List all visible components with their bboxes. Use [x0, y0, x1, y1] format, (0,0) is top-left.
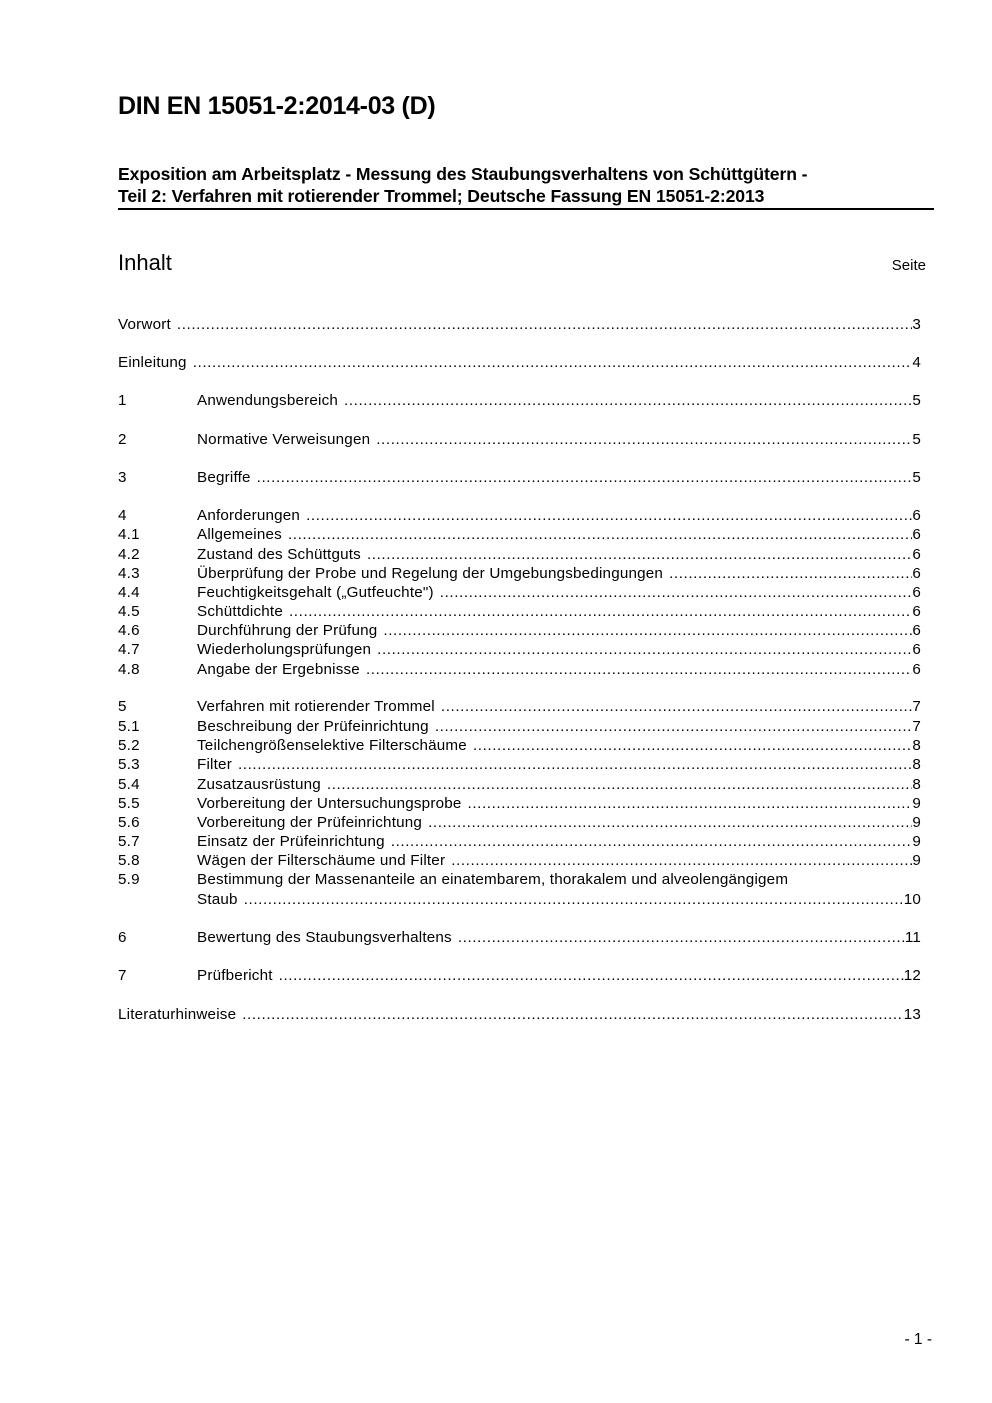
- toc-entry-number: 5.8: [118, 852, 140, 869]
- toc-entry-line: [197, 621, 921, 641]
- toc-entry-page: 5: [912, 392, 921, 409]
- toc-entry[interactable]: [118, 430, 921, 450]
- toc-entry-title: Beschreibung der Prüfeinrichtung: [197, 718, 429, 735]
- toc-entry-number: 5.6: [118, 814, 140, 831]
- toc-entry-page: 8: [912, 756, 921, 773]
- toc-dot-leader: [669, 564, 912, 584]
- toc-entry-line: [197, 391, 921, 411]
- toc-dot-leader: [306, 506, 912, 526]
- toc-entry-number: 4.2: [118, 546, 140, 563]
- toc-entry-line: [197, 660, 921, 680]
- toc-entry-line: [197, 928, 921, 948]
- toc-entry-page: 7: [912, 718, 921, 735]
- toc-entry-page: 5: [912, 469, 921, 486]
- toc-entry-page: 6: [912, 526, 921, 543]
- toc-entry-title: Überprüfung der Probe und Regelung der Umgebungsbedingungen: [197, 565, 664, 582]
- toc-entry-page: 10: [903, 891, 921, 908]
- toc-entry-title: Vorwort: [118, 316, 171, 333]
- toc-entry-line: [197, 640, 921, 660]
- toc-entry-title: Zusatzausrüstung: [197, 776, 321, 793]
- toc-entry[interactable]: [118, 602, 921, 622]
- toc-entry[interactable]: [118, 928, 921, 948]
- toc-entry-line: [197, 832, 921, 852]
- toc-entry[interactable]: [118, 1005, 921, 1025]
- toc-entry-line: [197, 697, 921, 717]
- toc-entry[interactable]: [118, 545, 921, 565]
- toc-entry-page: 8: [912, 776, 921, 793]
- toc-entry-number: 1: [118, 392, 127, 409]
- toc-entry[interactable]: [118, 966, 921, 986]
- toc-entry-line: [197, 870, 921, 890]
- toc-entry-number: 4.6: [118, 622, 140, 639]
- footer-page-number: - 1 -: [904, 1331, 932, 1348]
- toc-dot-leader: [193, 353, 913, 373]
- toc-dot-leader: [473, 736, 912, 756]
- toc-entry-page: 11: [904, 929, 921, 946]
- toc-entry-line: [197, 583, 921, 603]
- toc-entry[interactable]: [118, 736, 921, 756]
- toc-entry-title: Allgemeines: [197, 526, 282, 543]
- toc-entry-page: 6: [912, 546, 921, 563]
- toc-entry[interactable]: [118, 468, 921, 488]
- toc-entry-title: Bewertung des Staubungsverhaltens: [197, 929, 452, 946]
- toc-entry-line: [197, 966, 921, 986]
- toc-entry-line: [197, 602, 921, 622]
- toc-entry-page: 6: [912, 641, 921, 658]
- toc-entry-number: 5.2: [118, 737, 140, 754]
- toc-entry[interactable]: [118, 315, 921, 335]
- toc-entry[interactable]: [118, 717, 921, 737]
- toc-entry-line: [197, 890, 921, 910]
- toc-entry-line: [197, 794, 921, 814]
- toc-entry-line: [118, 353, 921, 373]
- toc-entry-number: 5.3: [118, 756, 140, 773]
- subtitle-line-1: Exposition am Arbeitsplatz - Messung des Staubungsverhaltens von Schüttgütern -: [118, 164, 808, 184]
- toc-dot-leader: [279, 966, 904, 986]
- toc-entry-page: 6: [912, 584, 921, 601]
- toc-dot-leader: [366, 660, 912, 680]
- toc-entry-page: 9: [912, 852, 921, 869]
- toc-dot-leader: [376, 430, 912, 450]
- toc-entry[interactable]: [118, 640, 921, 660]
- toc-entry-title: Einleitung: [118, 354, 187, 371]
- toc-dot-leader: [244, 890, 904, 910]
- toc-entry-number: 2: [118, 431, 127, 448]
- toc-entry[interactable]: [118, 813, 921, 833]
- toc-entry-title: Angabe der Ergebnisse: [197, 661, 360, 678]
- toc-entry-line: [197, 430, 921, 450]
- toc-entry-page: 6: [912, 661, 921, 678]
- toc-entry[interactable]: [118, 525, 921, 545]
- toc-dot-leader: [242, 1005, 903, 1025]
- toc-entry-page: 5: [912, 431, 921, 448]
- toc-entry-title: Feuchtigkeitsgehalt („Gutfeuchte"): [197, 584, 434, 601]
- subtitle-line-2: Teil 2: Verfahren mit rotierender Trommel; Deutsche Fassung EN 15051-2:2013: [118, 186, 765, 206]
- toc-entry-page: 9: [912, 833, 921, 850]
- toc-entry-title: Schüttdichte: [197, 603, 283, 620]
- document-subtitle: [118, 163, 934, 210]
- toc-entry-title: Teilchengrößenselektive Filterschäume: [197, 737, 467, 754]
- toc-entry-number: 5.4: [118, 776, 140, 793]
- toc-entry-number: 4.8: [118, 661, 140, 678]
- toc-dot-leader: [367, 545, 912, 565]
- toc-entry-page: 13: [903, 1006, 921, 1023]
- toc-entry-number: 5.9: [118, 871, 140, 888]
- toc-entry[interactable]: [118, 583, 921, 603]
- toc-entry-page: 6: [912, 507, 921, 524]
- toc-entry-title: Begriffe: [197, 469, 251, 486]
- toc-entry-title: Anwendungsbereich: [197, 392, 339, 409]
- toc-entry[interactable]: [118, 353, 921, 373]
- toc-entry-number: 6: [118, 929, 127, 946]
- toc-entry-number: 7: [118, 967, 127, 984]
- toc-dot-leader: [383, 621, 912, 641]
- toc-entry-number: 4.4: [118, 584, 140, 601]
- toc-entry[interactable]: [118, 775, 921, 795]
- toc-entry-number: 4.1: [118, 526, 140, 543]
- toc-dot-leader: [391, 832, 913, 852]
- toc-entry-page: 9: [912, 795, 921, 812]
- toc-entry-title: Literaturhinweise: [118, 1006, 237, 1023]
- toc-entry[interactable]: [118, 621, 921, 641]
- toc-entry-line: [118, 315, 921, 335]
- toc-entry-title: Staub: [197, 891, 238, 908]
- toc-dot-leader: [377, 640, 912, 660]
- toc-entry-line: [197, 564, 921, 584]
- toc-entry-page: 6: [912, 603, 921, 620]
- toc-entry-title: Bestimmung der Massenanteile an einatembarem, thorakalem und alveolengängigem: [197, 871, 789, 888]
- toc-entry-title: Zustand des Schüttguts: [197, 546, 361, 563]
- toc-entry-line: [197, 736, 921, 756]
- toc-entry-line: [118, 1005, 921, 1025]
- toc-entry-title: Normative Verweisungen: [197, 431, 371, 448]
- toc-entry-number: 5.1: [118, 718, 140, 735]
- toc-dot-leader: [428, 813, 912, 833]
- toc-entry-line: [197, 506, 921, 526]
- toc-entry-number: 3: [118, 469, 127, 486]
- toc-entry-number: 5: [118, 698, 127, 715]
- toc-entry[interactable]: [118, 870, 921, 890]
- toc-dot-leader: [257, 468, 913, 488]
- toc-dot-leader: [468, 794, 913, 814]
- toc-entry[interactable]: [118, 794, 921, 814]
- toc-entry[interactable]: [118, 890, 921, 910]
- toc-entry-number: 4.5: [118, 603, 140, 620]
- toc-entry-line: [197, 525, 921, 545]
- toc-entry-page: 4: [912, 354, 921, 371]
- document-title: DIN EN 15051-2:2014-03 (D): [118, 92, 436, 120]
- toc-entry[interactable]: [118, 832, 921, 852]
- toc-entry-page: 8: [912, 737, 921, 754]
- toc-dot-leader: [177, 315, 912, 335]
- toc-heading: Inhalt: [118, 250, 172, 275]
- toc-entry-line: [197, 755, 921, 775]
- toc-dot-leader: [440, 583, 913, 603]
- toc-dot-leader: [451, 851, 912, 871]
- toc-entry-title: Anforderungen: [197, 507, 301, 524]
- toc-dot-leader: [441, 697, 912, 717]
- toc-dot-leader: [327, 775, 912, 795]
- toc-dot-leader: [344, 391, 912, 411]
- toc-entry[interactable]: [118, 391, 921, 411]
- toc-entry-title: Filter: [197, 756, 232, 773]
- toc-dot-leader: [288, 525, 912, 545]
- toc-entry-number: 4: [118, 507, 127, 524]
- toc-entry-title: Verfahren mit rotierender Trommel: [197, 698, 435, 715]
- toc-entry[interactable]: [118, 506, 921, 526]
- toc-entry-line: [197, 851, 921, 871]
- toc-entry-title: Durchführung der Prüfung: [197, 622, 378, 639]
- toc-entry-title: Einsatz der Prüfeinrichtung: [197, 833, 385, 850]
- toc-entry-title: Wägen der Filterschäume und Filter: [197, 852, 446, 869]
- toc-entry-line: [197, 813, 921, 833]
- toc-entry-line: [197, 775, 921, 795]
- toc-entry-line: [197, 545, 921, 565]
- toc-entry-line: [197, 468, 921, 488]
- toc-entry-page: 9: [912, 814, 921, 831]
- toc-dot-leader: [238, 755, 912, 775]
- toc-entry[interactable]: [118, 564, 921, 584]
- toc-entry-page: 7: [912, 698, 921, 715]
- toc-entry-number: 5.7: [118, 833, 140, 850]
- toc-entry-title: Wiederholungsprüfungen: [197, 641, 372, 658]
- toc-entry-page: 3: [912, 316, 921, 333]
- toc-entry-page: 6: [912, 565, 921, 582]
- toc-entry-title: Vorbereitung der Prüfeinrichtung: [197, 814, 423, 831]
- toc-entry[interactable]: [118, 660, 921, 680]
- toc-entry-page: 12: [903, 967, 921, 984]
- toc-entry[interactable]: [118, 851, 921, 871]
- toc-entry[interactable]: [118, 697, 921, 717]
- toc-dot-leader: [458, 928, 905, 948]
- toc-page-column-label: Seite: [891, 257, 926, 274]
- toc-entry-title: Vorbereitung der Untersuchungsprobe: [197, 795, 462, 812]
- toc-dot-leader: [289, 602, 912, 622]
- toc-entry-line: [197, 717, 921, 737]
- toc-entry-number: 4.3: [118, 565, 140, 582]
- toc-entry[interactable]: [118, 755, 921, 775]
- toc-entry-page: 6: [912, 622, 921, 639]
- toc-dot-leader: [435, 717, 913, 737]
- toc-entry-title: Prüfbericht: [197, 967, 273, 984]
- toc-entry-number: 4.7: [118, 641, 140, 658]
- toc-entry-number: 5.5: [118, 795, 140, 812]
